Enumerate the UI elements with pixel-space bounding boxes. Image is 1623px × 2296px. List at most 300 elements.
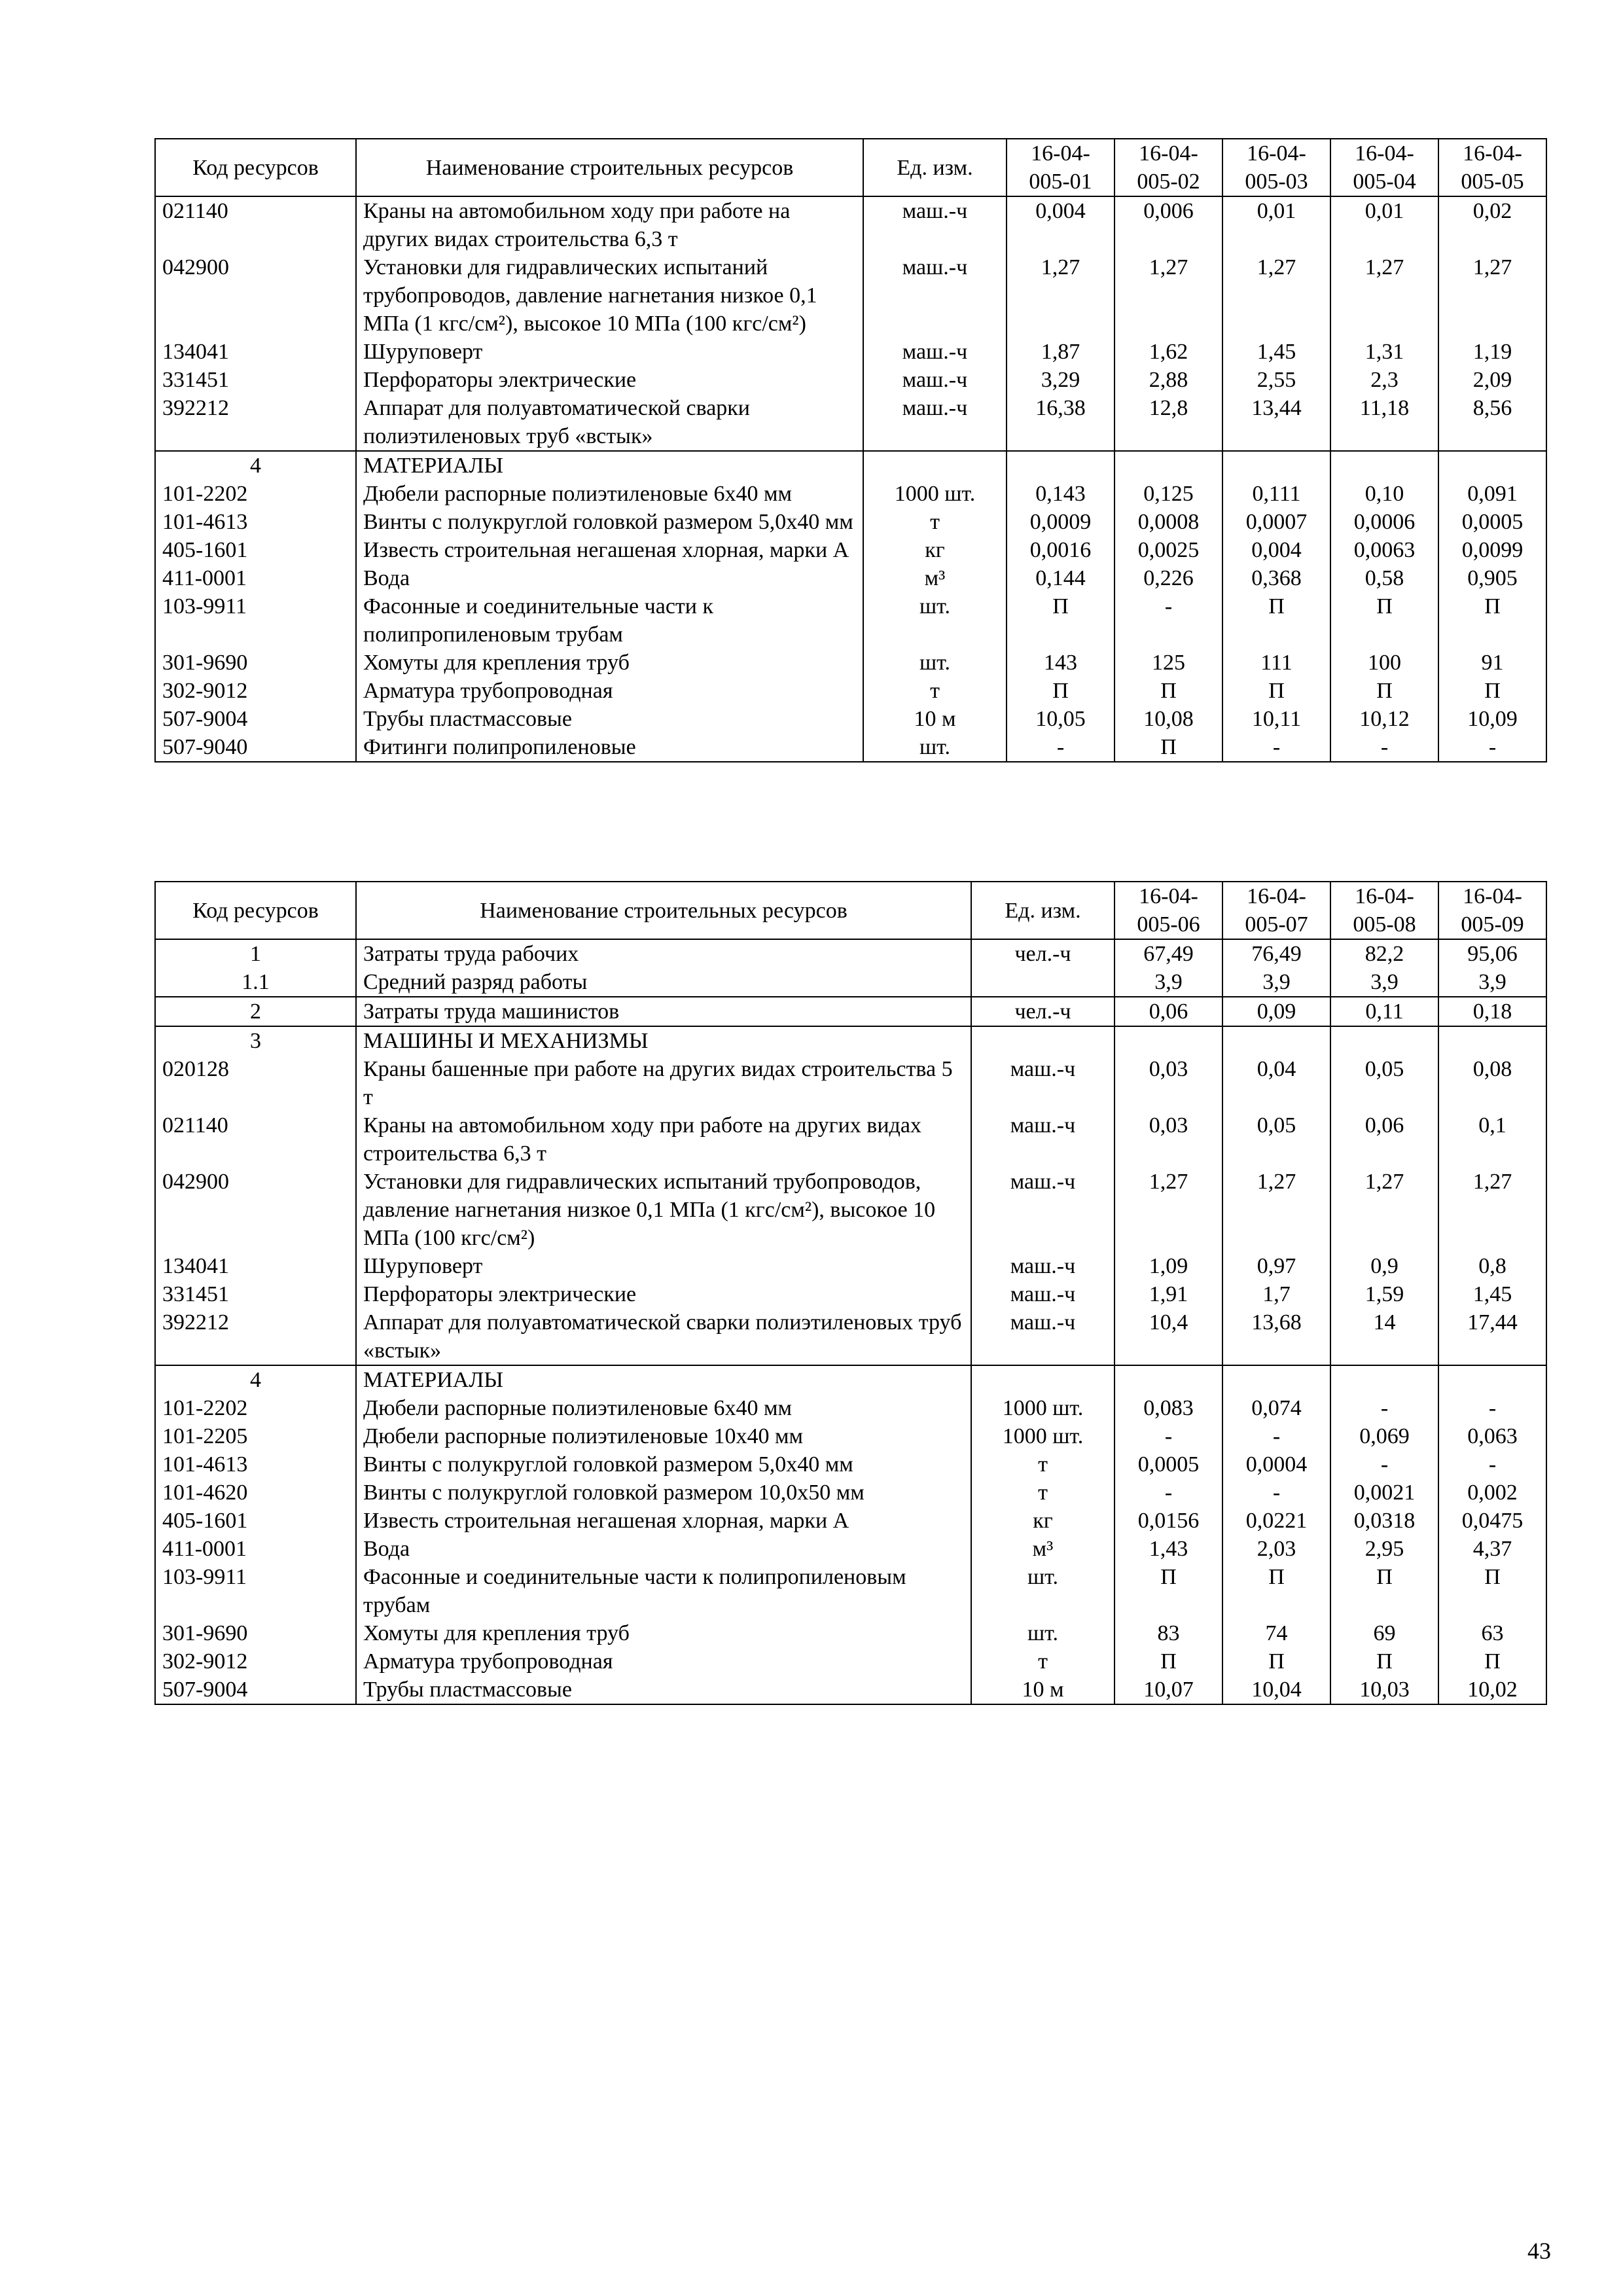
cell-value: 0,125 bbox=[1115, 480, 1222, 508]
cell-value: 8,56 bbox=[1438, 394, 1546, 451]
cell-value: 0,143 bbox=[1007, 480, 1115, 508]
cell-value: П bbox=[1115, 733, 1222, 762]
cell-value: П bbox=[1330, 592, 1438, 649]
cell-name: Дюбели распорные полиэтиленовые 6х40 мм bbox=[356, 480, 863, 508]
cell-value: 10,09 bbox=[1438, 705, 1546, 733]
header-norm-code: 16-04- 005-01 bbox=[1007, 139, 1115, 196]
section-row bbox=[155, 451, 1546, 480]
cell-value: 2,09 bbox=[1438, 366, 1546, 394]
cell-value: 10,02 bbox=[1438, 1676, 1546, 1704]
cell-value: 1,27 bbox=[1007, 253, 1115, 338]
section-row bbox=[155, 1365, 1546, 1394]
header-code: Код ресурсов bbox=[155, 139, 356, 196]
cell-name: Шуруповерт bbox=[356, 338, 863, 366]
cell-code: 101-4613 bbox=[155, 1450, 356, 1479]
cell-name: Дюбели распорные полиэтиленовые 10х40 мм bbox=[356, 1422, 971, 1450]
cell-value: 0,05 bbox=[1330, 1055, 1438, 1111]
resource-table-2 bbox=[154, 881, 1547, 1705]
cell-unit: шт. bbox=[863, 592, 1007, 649]
cell-value: 14 bbox=[1330, 1308, 1438, 1365]
cell-value: 143 bbox=[1007, 649, 1115, 677]
cell-value: 0,03 bbox=[1115, 1111, 1222, 1168]
cell-name: Арматура трубопроводная bbox=[356, 1647, 971, 1676]
header-norm-code: 16-04- 005-06 bbox=[1115, 882, 1222, 939]
page-number: 43 bbox=[1527, 2238, 1551, 2264]
cell-value: 0,0004 bbox=[1222, 1450, 1330, 1479]
cell-code: 103-9911 bbox=[155, 1563, 356, 1619]
table-row bbox=[155, 705, 1546, 733]
cell-unit: м³ bbox=[863, 564, 1007, 592]
cell-value: - bbox=[1222, 733, 1330, 762]
cell-value: 0,0221 bbox=[1222, 1507, 1330, 1535]
table-row bbox=[155, 1563, 1546, 1619]
cell-value: П bbox=[1438, 1647, 1546, 1676]
cell-value: 0,01 bbox=[1222, 196, 1330, 253]
cell-value: 67,49 bbox=[1115, 939, 1222, 968]
cell-code: 020128 bbox=[155, 1055, 356, 1111]
cell-value: 2,3 bbox=[1330, 366, 1438, 394]
cell-value bbox=[1438, 1365, 1546, 1394]
cell-unit: т bbox=[971, 1647, 1115, 1676]
cell-unit: 1000 шт. bbox=[863, 480, 1007, 508]
cell-code: 302-9012 bbox=[155, 677, 356, 705]
cell-value: 13,44 bbox=[1222, 394, 1330, 451]
cell-value: 1,27 bbox=[1330, 1168, 1438, 1252]
cell-value: 0,0005 bbox=[1438, 508, 1546, 536]
cell-value: 1,27 bbox=[1222, 253, 1330, 338]
cell-value: 0,0008 bbox=[1115, 508, 1222, 536]
cell-value bbox=[1115, 1365, 1222, 1394]
cell-value: 0,0016 bbox=[1007, 536, 1115, 564]
cell-code: 101-4620 bbox=[155, 1479, 356, 1507]
cell-code: 021140 bbox=[155, 1111, 356, 1168]
cell-unit: шт. bbox=[971, 1563, 1115, 1619]
header-unit: Ед. изм. bbox=[971, 882, 1115, 939]
table-body bbox=[155, 939, 1546, 1704]
cell-unit: маш.-ч bbox=[863, 338, 1007, 366]
table-row bbox=[155, 1422, 1546, 1450]
cell-unit: т bbox=[863, 508, 1007, 536]
cell-value: - bbox=[1222, 1479, 1330, 1507]
cell-code: 4 bbox=[155, 451, 356, 480]
cell-value: 63 bbox=[1438, 1619, 1546, 1647]
cell-value: 1,27 bbox=[1222, 1168, 1330, 1252]
table-body bbox=[155, 196, 1546, 762]
cell-value: 91 bbox=[1438, 649, 1546, 677]
cell-value: 17,44 bbox=[1438, 1308, 1546, 1365]
cell-value: 1,27 bbox=[1115, 253, 1222, 338]
cell-value: 0,0021 bbox=[1330, 1479, 1438, 1507]
cell-value: 0,0063 bbox=[1330, 536, 1438, 564]
cell-value: П bbox=[1007, 592, 1115, 649]
cell-value: - bbox=[1115, 592, 1222, 649]
cell-value bbox=[1115, 1026, 1222, 1055]
cell-value: 0,01 bbox=[1330, 196, 1438, 253]
cell-value: 10,03 bbox=[1330, 1676, 1438, 1704]
cell-value: 0,004 bbox=[1222, 536, 1330, 564]
cell-value: 10,07 bbox=[1115, 1676, 1222, 1704]
cell-name: Хомуты для крепления труб bbox=[356, 1619, 971, 1647]
cell-unit: маш.-ч bbox=[863, 253, 1007, 338]
header-norm-code: 16-04- 005-07 bbox=[1222, 882, 1330, 939]
table-header bbox=[155, 139, 1546, 196]
cell-value: 0,006 bbox=[1115, 196, 1222, 253]
table-row bbox=[155, 1479, 1546, 1507]
cell-code: 042900 bbox=[155, 1168, 356, 1252]
cell-code: 392212 bbox=[155, 394, 356, 451]
cell-value: 13,68 bbox=[1222, 1308, 1330, 1365]
cell-unit: 1000 шт. bbox=[971, 1422, 1115, 1450]
cell-code: 331451 bbox=[155, 1280, 356, 1308]
cell-name: Краны на автомобильном ходу при работе на других видах строительства 6,3 т bbox=[356, 196, 863, 253]
cell-value: 0,09 bbox=[1222, 997, 1330, 1026]
cell-unit: маш.-ч bbox=[971, 1252, 1115, 1280]
cell-value: 1,27 bbox=[1115, 1168, 1222, 1252]
cell-value: П bbox=[1115, 1563, 1222, 1619]
cell-value: 0,074 bbox=[1222, 1394, 1330, 1422]
cell-value: П bbox=[1438, 677, 1546, 705]
cell-unit: м³ bbox=[971, 1535, 1115, 1563]
cell-code: 301-9690 bbox=[155, 649, 356, 677]
header-norm-code: 16-04- 005-05 bbox=[1438, 139, 1546, 196]
cell-value: 0,97 bbox=[1222, 1252, 1330, 1280]
cell-value: 0,02 bbox=[1438, 196, 1546, 253]
cell-code: 507-9004 bbox=[155, 705, 356, 733]
cell-value: - bbox=[1438, 1450, 1546, 1479]
cell-value bbox=[1438, 1026, 1546, 1055]
cell-value: 1,87 bbox=[1007, 338, 1115, 366]
cell-value: 0,004 bbox=[1007, 196, 1115, 253]
cell-name: Затраты труда машинистов bbox=[356, 997, 971, 1026]
cell-unit: 10 м bbox=[971, 1676, 1115, 1704]
table-row bbox=[155, 338, 1546, 366]
cell-value: 1,7 bbox=[1222, 1280, 1330, 1308]
cell-code: 392212 bbox=[155, 1308, 356, 1365]
cell-value: 10,08 bbox=[1115, 705, 1222, 733]
table-row bbox=[155, 1168, 1546, 1252]
cell-value: П bbox=[1222, 677, 1330, 705]
cell-code: 301-9690 bbox=[155, 1619, 356, 1647]
header-code: Код ресурсов bbox=[155, 882, 356, 939]
table-row bbox=[155, 1394, 1546, 1422]
cell-value: 0,18 bbox=[1438, 997, 1546, 1026]
cell-code: 134041 bbox=[155, 1252, 356, 1280]
cell-value bbox=[1007, 451, 1115, 480]
cell-value: - bbox=[1115, 1422, 1222, 1450]
table-row bbox=[155, 394, 1546, 451]
cell-name: Аппарат для полуавтоматической сварки полиэтиленовых труб «встык» bbox=[356, 1308, 971, 1365]
header-norm-code: 16-04- 005-03 bbox=[1222, 139, 1330, 196]
cell-value: П bbox=[1438, 1563, 1546, 1619]
table-row bbox=[155, 508, 1546, 536]
cell-value: 83 bbox=[1115, 1619, 1222, 1647]
cell-value: П bbox=[1330, 1563, 1438, 1619]
cell-value: 0,0005 bbox=[1115, 1450, 1222, 1479]
cell-value: 0,58 bbox=[1330, 564, 1438, 592]
cell-code: 3 bbox=[155, 1026, 356, 1055]
cell-value: П bbox=[1115, 677, 1222, 705]
cell-unit: маш.-ч bbox=[971, 1168, 1115, 1252]
cell-value bbox=[1330, 1026, 1438, 1055]
table-header bbox=[155, 882, 1546, 939]
cell-name: Винты с полукруглой головкой размером 5,0х40 мм bbox=[356, 1450, 971, 1479]
cell-value: 0,368 bbox=[1222, 564, 1330, 592]
cell-name: Винты с полукруглой головкой размером 5,0х40 мм bbox=[356, 508, 863, 536]
cell-name: Затраты труда рабочих bbox=[356, 939, 971, 968]
cell-code: 042900 bbox=[155, 253, 356, 338]
cell-value: 0,11 bbox=[1330, 997, 1438, 1026]
cell-unit: 10 м bbox=[863, 705, 1007, 733]
cell-value: 0,0156 bbox=[1115, 1507, 1222, 1535]
cell-code: 331451 bbox=[155, 366, 356, 394]
cell-value: 0,0099 bbox=[1438, 536, 1546, 564]
cell-value: 3,29 bbox=[1007, 366, 1115, 394]
header-unit: Ед. изм. bbox=[863, 139, 1007, 196]
cell-value: П bbox=[1222, 1647, 1330, 1676]
cell-value: - bbox=[1222, 1422, 1330, 1450]
cell-name: Хомуты для крепления труб bbox=[356, 649, 863, 677]
cell-unit bbox=[971, 968, 1115, 997]
cell-value: 1,19 bbox=[1438, 338, 1546, 366]
cell-name: Краны башенные при работе на других видах строительства 5 т bbox=[356, 1055, 971, 1111]
cell-value: 2,95 bbox=[1330, 1535, 1438, 1563]
cell-name: Вода bbox=[356, 1535, 971, 1563]
cell-name: Известь строительная негашеная хлорная, марки А bbox=[356, 536, 863, 564]
cell-value: 0,8 bbox=[1438, 1252, 1546, 1280]
cell-code: 1 bbox=[155, 939, 356, 968]
table-row bbox=[155, 1676, 1546, 1704]
cell-value: 0,06 bbox=[1330, 1111, 1438, 1168]
cell-code: 103-9911 bbox=[155, 592, 356, 649]
cell-value: 0,002 bbox=[1438, 1479, 1546, 1507]
table-row bbox=[155, 968, 1546, 997]
cell-name: Установки для гидравлических испытаний трубопроводов, давление нагнетания низкое 0,1 МПа (1 кгс/см²), высокое 10 МПа (100 кгс/см²) bbox=[356, 1168, 971, 1252]
cell-unit bbox=[971, 1365, 1115, 1394]
cell-value: 0,0007 bbox=[1222, 508, 1330, 536]
cell-code: 134041 bbox=[155, 338, 356, 366]
cell-value: 1,27 bbox=[1438, 1168, 1546, 1252]
cell-unit: маш.-ч bbox=[863, 394, 1007, 451]
cell-value: 76,49 bbox=[1222, 939, 1330, 968]
cell-unit: маш.-ч bbox=[971, 1111, 1115, 1168]
cell-code: 507-9040 bbox=[155, 733, 356, 762]
cell-code: 021140 bbox=[155, 196, 356, 253]
cell-name: Трубы пластмассовые bbox=[356, 1676, 971, 1704]
cell-name: Фасонные и соединительные части к полипропиленовым трубам bbox=[356, 592, 863, 649]
cell-value: 3,9 bbox=[1222, 968, 1330, 997]
cell-value: 2,55 bbox=[1222, 366, 1330, 394]
cell-name: Средний разряд работы bbox=[356, 968, 971, 997]
cell-value: 4,37 bbox=[1438, 1535, 1546, 1563]
cell-unit: маш.-ч bbox=[971, 1308, 1115, 1365]
cell-code: 101-2202 bbox=[155, 480, 356, 508]
cell-unit: 1000 шт. bbox=[971, 1394, 1115, 1422]
cell-value: 0,226 bbox=[1115, 564, 1222, 592]
table-row bbox=[155, 939, 1546, 968]
cell-unit bbox=[971, 1026, 1115, 1055]
cell-unit: чел.-ч bbox=[971, 939, 1115, 968]
cell-value: 1,59 bbox=[1330, 1280, 1438, 1308]
cell-value: П bbox=[1330, 1647, 1438, 1676]
cell-unit: т bbox=[971, 1479, 1115, 1507]
cell-value: 111 bbox=[1222, 649, 1330, 677]
cell-value: 0,905 bbox=[1438, 564, 1546, 592]
cell-code: 101-2202 bbox=[155, 1394, 356, 1422]
cell-name: Краны на автомобильном ходу при работе на других видах строительства 6,3 т bbox=[356, 1111, 971, 1168]
cell-unit bbox=[863, 451, 1007, 480]
cell-value: 1,09 bbox=[1115, 1252, 1222, 1280]
table-row bbox=[155, 1450, 1546, 1479]
cell-unit: кг bbox=[971, 1507, 1115, 1535]
cell-value: 0,063 bbox=[1438, 1422, 1546, 1450]
cell-value: 0,06 bbox=[1115, 997, 1222, 1026]
cell-unit: шт. bbox=[971, 1619, 1115, 1647]
cell-value bbox=[1330, 451, 1438, 480]
cell-value: - bbox=[1330, 1450, 1438, 1479]
table-row bbox=[155, 1507, 1546, 1535]
cell-value: П bbox=[1007, 677, 1115, 705]
cell-value bbox=[1438, 451, 1546, 480]
cell-code: 101-2205 bbox=[155, 1422, 356, 1450]
cell-value: 10,11 bbox=[1222, 705, 1330, 733]
cell-value: 0,144 bbox=[1007, 564, 1115, 592]
cell-value: П bbox=[1330, 677, 1438, 705]
cell-value: 10,04 bbox=[1222, 1676, 1330, 1704]
table-row bbox=[155, 592, 1546, 649]
table-row bbox=[155, 196, 1546, 253]
cell-name: Перфораторы электрические bbox=[356, 366, 863, 394]
cell-value: 74 bbox=[1222, 1619, 1330, 1647]
table-row bbox=[155, 1619, 1546, 1647]
cell-value: 16,38 bbox=[1007, 394, 1115, 451]
table-row bbox=[155, 253, 1546, 338]
cell-value: 2,88 bbox=[1115, 366, 1222, 394]
cell-value: 0,0025 bbox=[1115, 536, 1222, 564]
cell-value: П bbox=[1115, 1647, 1222, 1676]
cell-unit: чел.-ч bbox=[971, 997, 1115, 1026]
cell-code: 411-0001 bbox=[155, 564, 356, 592]
cell-value: 0,10 bbox=[1330, 480, 1438, 508]
cell-name: МАШИНЫ И МЕХАНИЗМЫ bbox=[356, 1026, 971, 1055]
header-row bbox=[155, 882, 1546, 939]
cell-unit: т bbox=[863, 677, 1007, 705]
table-row bbox=[155, 1252, 1546, 1280]
cell-value: 1,62 bbox=[1115, 338, 1222, 366]
cell-value bbox=[1222, 1026, 1330, 1055]
cell-value: 125 bbox=[1115, 649, 1222, 677]
cell-name: Перфораторы электрические bbox=[356, 1280, 971, 1308]
table-row bbox=[155, 536, 1546, 564]
cell-value bbox=[1115, 451, 1222, 480]
cell-value: 1,27 bbox=[1330, 253, 1438, 338]
cell-value: 0,083 bbox=[1115, 1394, 1222, 1422]
cell-unit: маш.-ч bbox=[971, 1280, 1115, 1308]
cell-value: 11,18 bbox=[1330, 394, 1438, 451]
cell-value: 0,08 bbox=[1438, 1055, 1546, 1111]
cell-value: 3,9 bbox=[1438, 968, 1546, 997]
cell-value: 12,8 bbox=[1115, 394, 1222, 451]
cell-unit: кг bbox=[863, 536, 1007, 564]
cell-name: Известь строительная негашеная хлорная, марки А bbox=[356, 1507, 971, 1535]
cell-code: 405-1601 bbox=[155, 1507, 356, 1535]
cell-value: 95,06 bbox=[1438, 939, 1546, 968]
table-row bbox=[155, 1111, 1546, 1168]
header-norm-code: 16-04- 005-09 bbox=[1438, 882, 1546, 939]
cell-value: 0,1 bbox=[1438, 1111, 1546, 1168]
cell-value: 0,03 bbox=[1115, 1055, 1222, 1111]
cell-value: 10,05 bbox=[1007, 705, 1115, 733]
cell-value: 1,43 bbox=[1115, 1535, 1222, 1563]
cell-code: 405-1601 bbox=[155, 536, 356, 564]
cell-unit: маш.-ч bbox=[863, 196, 1007, 253]
cell-value: - bbox=[1330, 1394, 1438, 1422]
cell-unit: шт. bbox=[863, 733, 1007, 762]
cell-value bbox=[1330, 1365, 1438, 1394]
cell-value: 0,05 bbox=[1222, 1111, 1330, 1168]
cell-code: 2 bbox=[155, 997, 356, 1026]
header-norm-code: 16-04- 005-04 bbox=[1330, 139, 1438, 196]
cell-value: 0,091 bbox=[1438, 480, 1546, 508]
table-row bbox=[155, 1280, 1546, 1308]
section-row bbox=[155, 1026, 1546, 1055]
cell-code: 4 bbox=[155, 1365, 356, 1394]
table-row bbox=[155, 1647, 1546, 1676]
cell-value: 100 bbox=[1330, 649, 1438, 677]
cell-value: 0,0318 bbox=[1330, 1507, 1438, 1535]
cell-value: 1,91 bbox=[1115, 1280, 1222, 1308]
cell-code: 507-9004 bbox=[155, 1676, 356, 1704]
cell-value: 82,2 bbox=[1330, 939, 1438, 968]
cell-value: 1,45 bbox=[1222, 338, 1330, 366]
cell-name: Шуруповерт bbox=[356, 1252, 971, 1280]
cell-value: 0,111 bbox=[1222, 480, 1330, 508]
cell-code: 411-0001 bbox=[155, 1535, 356, 1563]
cell-value: 3,9 bbox=[1115, 968, 1222, 997]
table-row bbox=[155, 1308, 1546, 1365]
cell-value: - bbox=[1438, 1394, 1546, 1422]
header-norm-code: 16-04- 005-08 bbox=[1330, 882, 1438, 939]
cell-unit: т bbox=[971, 1450, 1115, 1479]
cell-value: - bbox=[1007, 733, 1115, 762]
cell-code: 1.1 bbox=[155, 968, 356, 997]
cell-value: 1,27 bbox=[1438, 253, 1546, 338]
table-row bbox=[155, 480, 1546, 508]
cell-code: 302-9012 bbox=[155, 1647, 356, 1676]
cell-name: МАТЕРИАЛЫ bbox=[356, 451, 863, 480]
cell-value: 0,04 bbox=[1222, 1055, 1330, 1111]
cell-value: - bbox=[1330, 733, 1438, 762]
table-row bbox=[155, 677, 1546, 705]
resource-table-1 bbox=[154, 138, 1547, 762]
header-row bbox=[155, 139, 1546, 196]
cell-unit: маш.-ч bbox=[971, 1055, 1115, 1111]
cell-value: 69 bbox=[1330, 1619, 1438, 1647]
cell-value: 0,0006 bbox=[1330, 508, 1438, 536]
cell-value: 0,9 bbox=[1330, 1252, 1438, 1280]
cell-name: МАТЕРИАЛЫ bbox=[356, 1365, 971, 1394]
cell-value: - bbox=[1438, 733, 1546, 762]
cell-value: 10,4 bbox=[1115, 1308, 1222, 1365]
table-row bbox=[155, 564, 1546, 592]
cell-value: 1,31 bbox=[1330, 338, 1438, 366]
cell-value: 0,0475 bbox=[1438, 1507, 1546, 1535]
cell-name: Вода bbox=[356, 564, 863, 592]
header-name: Наименование строительных ресурсов bbox=[356, 139, 863, 196]
table-row bbox=[155, 366, 1546, 394]
cell-value: 1,45 bbox=[1438, 1280, 1546, 1308]
cell-value: П bbox=[1222, 1563, 1330, 1619]
cell-value bbox=[1222, 451, 1330, 480]
